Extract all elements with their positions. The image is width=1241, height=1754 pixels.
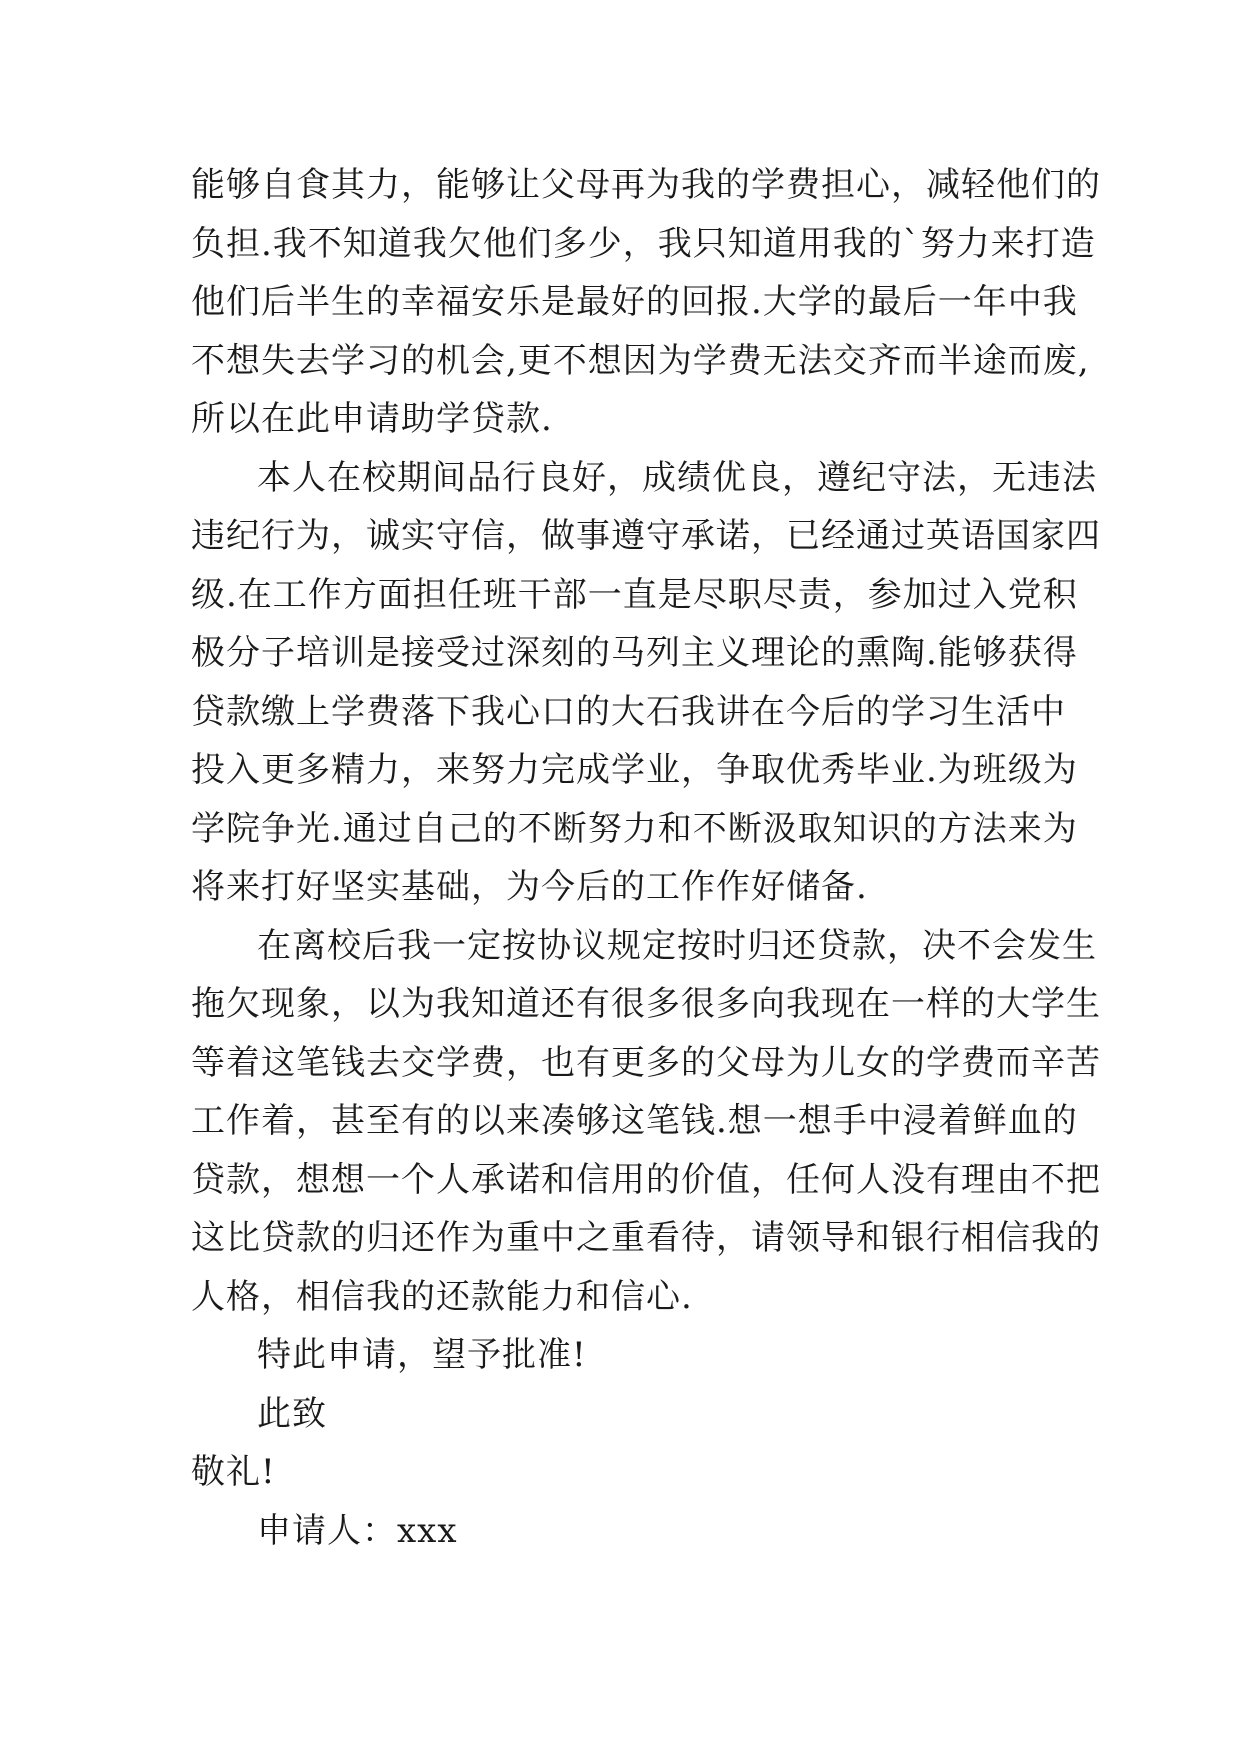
text-line: 这比贷款的归还作为重中之重看待，请领导和银行相信我的 <box>191 1218 1101 1258</box>
text-line: 贷款，想想一个人承诺和信用的价值，任何人没有理由不把 <box>191 1159 1101 1200</box>
text-line: 工作着，甚至有的以来凑够这笔钱.想一想手中浸着鲜血的 <box>191 1101 1078 1141</box>
paragraph-3 <box>191 917 1101 1327</box>
text-line: 级.在工作方面担任班干部一直是尽职尽责，参加过入党积 <box>191 574 1078 615</box>
text-line: 所以在此申请助学贷款. <box>191 399 553 439</box>
paragraph-1 <box>191 156 1101 449</box>
text-line: 拖欠现象，以为我知道还有很多很多向我现在一样的大学生 <box>191 984 1101 1024</box>
text-line: 学院争光.通过自己的不断努力和不断汲取知识的方法来为 <box>191 808 1078 849</box>
text-line: 能够自食其力，能够让父母再为我的学费担心，减轻他们的 <box>191 165 1101 205</box>
text-line: 人格，相信我的还款能力和信心. <box>191 1276 693 1317</box>
text-line: 不想失去学习的机会,更不想因为学费无法交齐而半途而废, <box>191 340 1090 381</box>
text-line: 本人在校期间品行良好，成绩优良，遵纪守法，无违法 <box>257 457 1097 498</box>
text-line: 投入更多精力，来努力完成学业，争取优秀毕业.为班级为 <box>191 750 1078 790</box>
text-line: 贷款缴上学费落下我心口的大石我讲在今后的学习生活中 <box>191 691 1066 732</box>
signature: 申请人：xxx <box>257 1510 458 1551</box>
text-line: 负担.我不知道我欠他们多少，我只知道用我的`努力来打造 <box>191 223 1096 264</box>
text-line: 他们后半生的幸福安乐是最好的回报.大学的最后一年中我 <box>191 282 1078 322</box>
text-line: 极分子培训是接受过深刻的马列主义理论的熏陶.能够获得 <box>191 633 1078 673</box>
closing-jingli: 敬礼! <box>191 1452 276 1492</box>
closing-request: 特此申请，望予批准! <box>257 1335 587 1375</box>
text-line: 将来打好坚实基础，为今后的工作作好储备. <box>191 867 868 907</box>
document-body <box>191 156 1101 1560</box>
text-line: 违纪行为，诚实守信，做事遵守承诺，已经通过英语国家四 <box>191 516 1101 556</box>
closing-cizhi: 此致 <box>257 1393 327 1434</box>
paragraph-2 <box>191 449 1101 917</box>
text-line: 在离校后我一定按协议规定按时归还贷款，决不会发生 <box>257 925 1097 966</box>
text-line: 等着这笔钱去交学费，也有更多的父母为儿女的学费而辛苦 <box>191 1042 1101 1083</box>
